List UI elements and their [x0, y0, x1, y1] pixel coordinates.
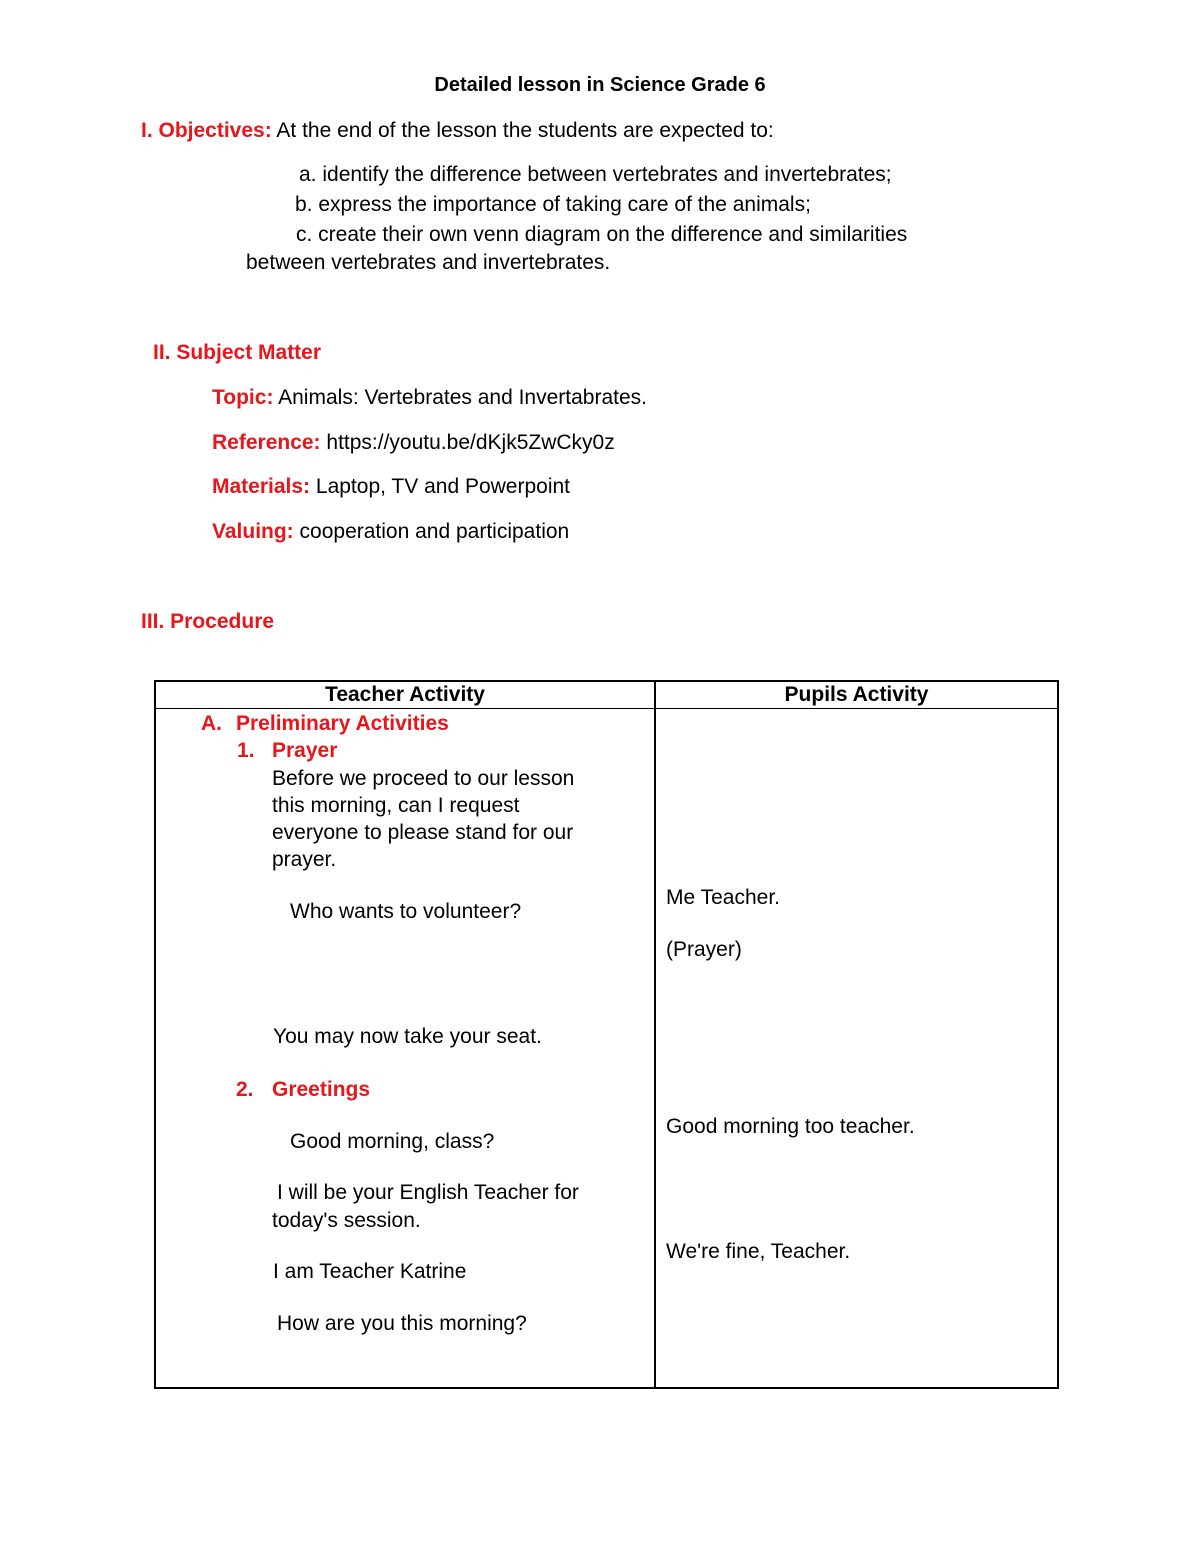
header-pupils-activity: Pupils Activity: [784, 683, 929, 706]
section-marker: A.: [201, 712, 222, 735]
teacher-volunteer-text: Who wants to volunteer?: [290, 900, 522, 923]
valuing-label: Valuing:: [212, 520, 294, 543]
teacher-english-text-line: I will be your English Teacher for: [277, 1181, 579, 1204]
table-border-top: [154, 680, 1059, 682]
table-border-right: [1057, 680, 1059, 1389]
table-border-left: [154, 680, 156, 1389]
step1-marker: 1.: [237, 739, 255, 762]
prayer-text-line: Before we proceed to our lesson: [272, 767, 575, 790]
materials-line: [212, 475, 570, 499]
table-header-divider: [154, 708, 1059, 709]
reference-label: Reference:: [212, 431, 321, 454]
step1-title: Prayer: [272, 739, 338, 762]
objectives-line: [141, 119, 774, 143]
objectives-label: I. Objectives:: [141, 119, 272, 142]
objectives-intro: At the end of the lesson the students are expected to:: [276, 119, 774, 142]
teacher-seat-text: You may now take your seat.: [273, 1025, 542, 1048]
teacher-how-text: How are you this morning?: [277, 1312, 527, 1335]
table-border-bottom: [154, 1387, 1059, 1389]
reference-value: https://youtu.be/dKjk5ZwCky0z: [326, 431, 615, 454]
prayer-text-line: this morning, can I request: [272, 794, 520, 817]
prayer-text-line: everyone to please stand for our: [272, 821, 574, 844]
procedure-heading: III. Procedure: [141, 610, 275, 633]
subject-matter-heading: II. Subject Matter: [153, 341, 322, 364]
pupil-me-teacher-text: Me Teacher.: [666, 886, 781, 909]
step2-marker: 2.: [236, 1078, 254, 1101]
reference-line: [212, 431, 615, 455]
teacher-name-text: I am Teacher Katrine: [273, 1260, 467, 1283]
valuing-value: cooperation and participation: [299, 520, 570, 543]
materials-value: Laptop, TV and Powerpoint: [315, 475, 571, 498]
objective-item-a: a. identify the difference between vertebrates and invertebrates;: [299, 163, 892, 186]
topic-label: Topic:: [212, 386, 274, 409]
pupil-prayer-text: (Prayer): [666, 938, 742, 961]
header-teacher-activity: Teacher Activity: [325, 683, 485, 706]
step2-title: Greetings: [272, 1078, 371, 1101]
pupil-good-morning-text: Good morning too teacher.: [666, 1115, 915, 1138]
prayer-text-line: prayer.: [272, 848, 337, 871]
objective-item-c-continuation: between vertebrates and invertebrates.: [246, 251, 611, 274]
document-title: Detailed lesson in Science Grade 6: [434, 74, 766, 96]
table-column-divider: [654, 680, 656, 1389]
section-title: Preliminary Activities: [236, 712, 449, 735]
teacher-english-text-line: today's session.: [272, 1209, 421, 1232]
topic-line: [212, 386, 647, 410]
valuing-line: [212, 520, 569, 544]
teacher-greeting-text: Good morning, class?: [290, 1130, 495, 1153]
objective-item-c: c. create their own venn diagram on the difference and similarities: [296, 223, 908, 246]
objective-item-b: b. express the importance of taking care of the animals;: [295, 193, 811, 216]
topic-value: Animals: Vertebrates and Invertabrates.: [278, 386, 647, 409]
pupil-fine-text: We're fine, Teacher.: [666, 1240, 851, 1263]
materials-label: Materials:: [212, 475, 311, 498]
